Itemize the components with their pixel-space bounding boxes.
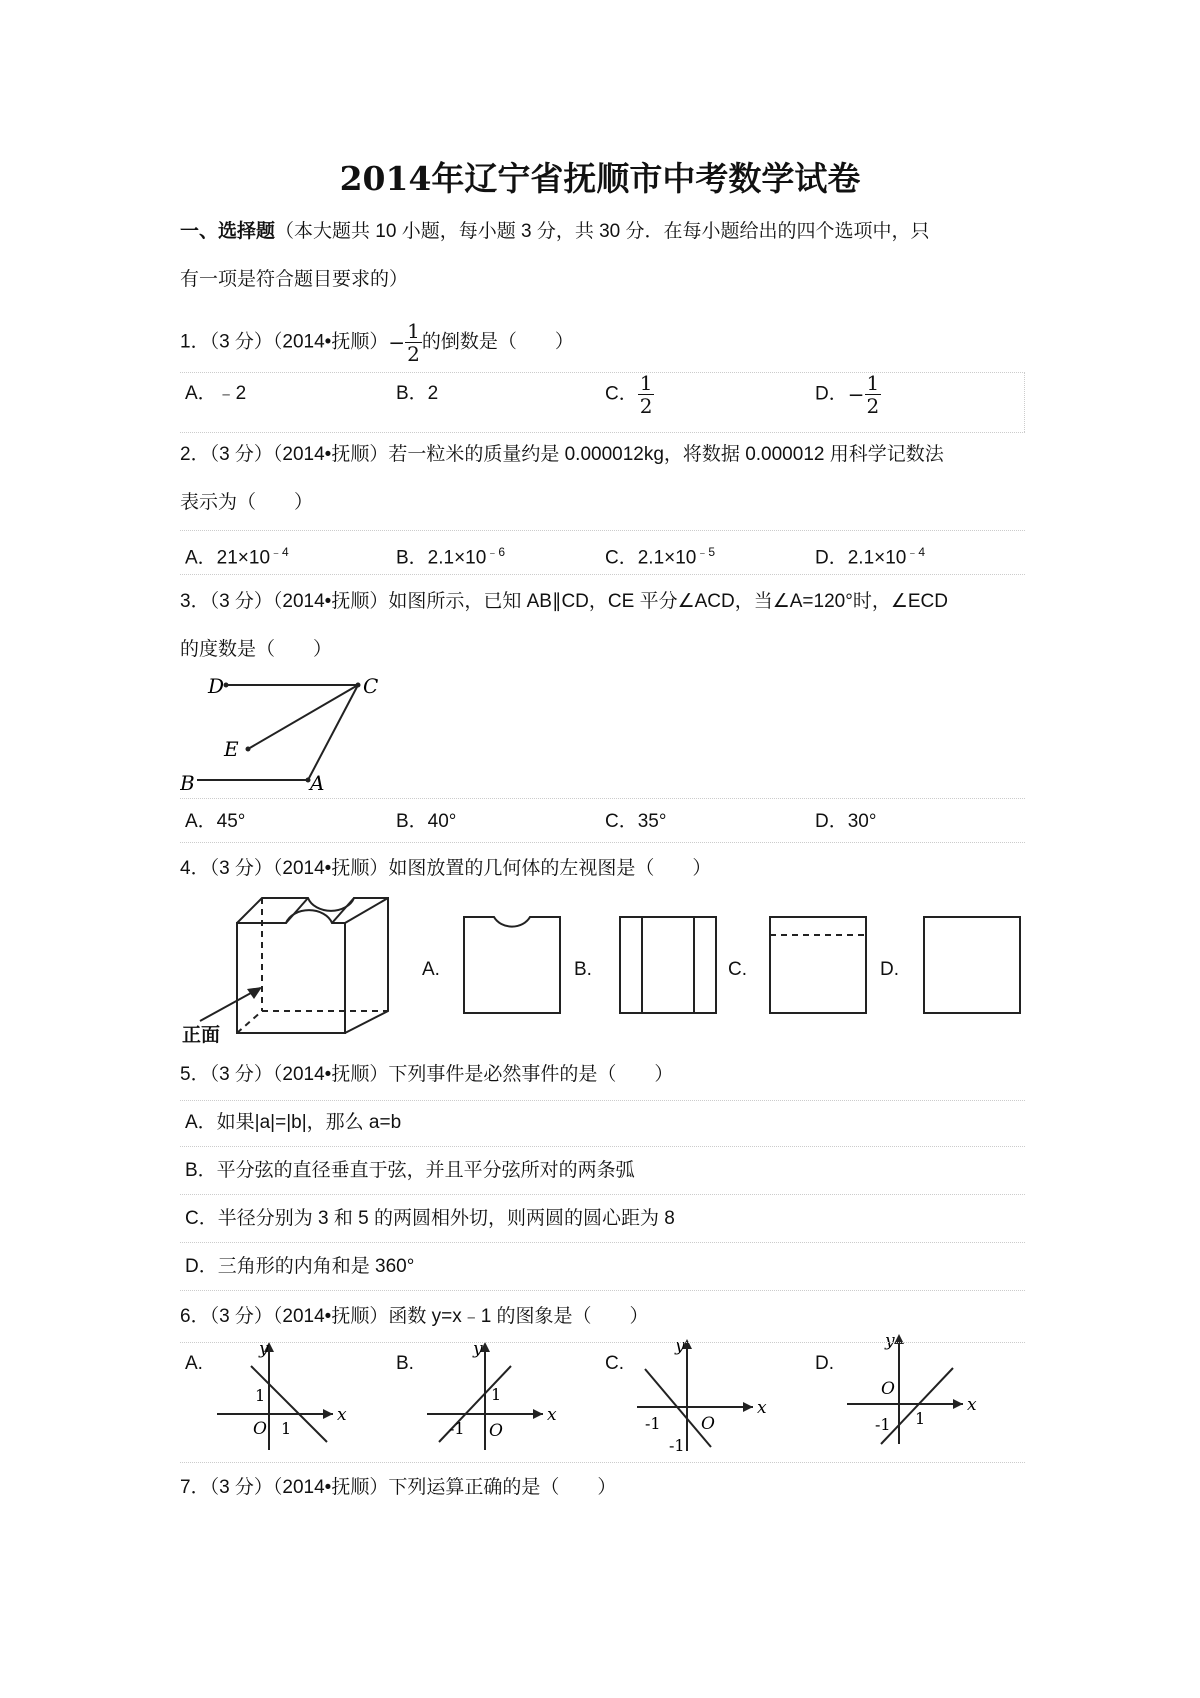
- q4-option-a: A.: [422, 959, 440, 980]
- x-arrow: [533, 1409, 543, 1419]
- q5-option-d: D．三角形的内角和是 360°: [185, 1256, 415, 1277]
- x-intercept-label: -1: [645, 1414, 661, 1433]
- question-1: [180, 320, 574, 365]
- divider: [180, 432, 1025, 433]
- x-arrow: [953, 1399, 963, 1409]
- divider: [180, 1290, 1025, 1291]
- q5-option-c: C．半径分别为 3 和 5 的两圆相外切，则两圆的圆心距为 8: [185, 1208, 675, 1229]
- q1-prefix: 1．（3 分）（2014•抚顺）: [180, 331, 389, 353]
- q4-option-b-view: [618, 915, 718, 1015]
- divider: [180, 1462, 1025, 1463]
- q1-frac-num: 1: [407, 319, 420, 343]
- y-intercept-label: 1: [255, 1386, 266, 1405]
- q1-fraction: [405, 320, 422, 365]
- q1-option-c: [605, 372, 654, 417]
- q1-option-d-frac: [865, 372, 882, 417]
- q1-frac-den: 2: [407, 342, 420, 366]
- y-intercept-label: -1: [875, 1415, 891, 1434]
- q6-option-d: D.: [815, 1353, 834, 1374]
- origin-label: O: [701, 1414, 715, 1434]
- divider: [180, 1342, 1025, 1343]
- q2-option-d: [815, 540, 925, 570]
- section-desc-1: （本大题共 10 小题，每小题 3 分，共 30 分．在每小题给出的四个选项中，只: [275, 221, 930, 242]
- q2-line-2: 表示为（ ）: [180, 492, 314, 513]
- q2-option-d-exp: ﹣4: [906, 545, 926, 559]
- x-label: x: [757, 1398, 767, 1418]
- q2-option-c-exp: ﹣5: [696, 545, 716, 559]
- q6-option-b: B.: [396, 1353, 414, 1374]
- view-outline: [620, 917, 716, 1013]
- q2-option-c: [605, 540, 715, 570]
- q4-option-a-view: [462, 915, 562, 1015]
- y-label: y: [259, 1339, 269, 1359]
- divider: [180, 530, 1025, 531]
- origin-label: O: [881, 1379, 895, 1399]
- origin-label: O: [489, 1421, 503, 1441]
- q7-line-1: 7．（3 分）（2014•抚顺）下列运算正确的是（ ）: [180, 1477, 617, 1498]
- q1-option-c-den: 2: [639, 394, 653, 418]
- label-a: A: [310, 771, 325, 794]
- q3-figure: [180, 668, 400, 794]
- y-label: y: [473, 1339, 483, 1359]
- label-e: E: [224, 737, 239, 761]
- q2-option-a: [185, 540, 289, 570]
- q5-line-1: 5．（3 分）（2014•抚顺）下列事件是必然事件的是（ ）: [180, 1064, 674, 1085]
- q4-option-c: C.: [728, 959, 747, 980]
- origin-label: O: [253, 1419, 267, 1439]
- q1-option-d: [815, 372, 881, 417]
- x-label: x: [967, 1395, 977, 1415]
- label-c: C: [363, 674, 379, 698]
- section-desc-2: 有一项是符合题目要求的）: [180, 269, 409, 290]
- label-b: B: [180, 771, 195, 794]
- solid-back-edges: [237, 898, 388, 1033]
- q2-option-a-base: A．21×10: [185, 547, 271, 569]
- q2-option-a-exp: ﹣4: [270, 545, 289, 559]
- view-outline: [464, 917, 560, 1013]
- q4-option-d-view: [922, 915, 1022, 1015]
- q2-option-b-exp: ﹣6: [486, 545, 506, 559]
- x-arrow: [743, 1402, 753, 1412]
- divider: [180, 1242, 1025, 1243]
- q6-option-c: C.: [605, 1353, 624, 1374]
- y-label: y: [885, 1331, 895, 1351]
- label-d: D: [208, 674, 225, 698]
- q6-line-1: 6．（3 分）（2014•抚顺）函数 y=x﹣1 的图象是（ ）: [180, 1306, 649, 1327]
- q3-option-c: C．35°: [605, 811, 667, 832]
- q1-option-d-num: 1: [866, 371, 880, 395]
- q1-option-c-frac: [638, 372, 655, 417]
- x-intercept-label: 1: [915, 1409, 926, 1428]
- q4-option-d: D.: [880, 959, 899, 980]
- q3-option-a: A．45°: [185, 811, 246, 832]
- x-intercept-label: 1: [281, 1419, 292, 1438]
- q3-option-b: B．40°: [396, 811, 457, 832]
- q3-line-2: 的度数是（ ）: [180, 639, 333, 660]
- q4-option-b: B.: [574, 959, 592, 980]
- x-arrow: [323, 1409, 333, 1419]
- q1-suffix: 的倒数是（ ）: [421, 331, 574, 353]
- page-title: 2014年辽宁省抚顺市中考数学试卷: [339, 159, 861, 198]
- q1-option-d-den: 2: [866, 394, 880, 418]
- x-label: x: [547, 1405, 557, 1425]
- divider: [1024, 372, 1025, 432]
- point-d: [224, 683, 229, 688]
- q1-option-a: A．﹣2: [185, 383, 247, 404]
- q2-option-c-base: C．2.1×10: [605, 547, 697, 569]
- q5-option-b: B．平分弦的直径垂直于弦，并且平分弦所对的两条弧: [185, 1160, 635, 1181]
- divider: [180, 372, 1025, 373]
- q6-option-a-graph: [215, 1338, 350, 1453]
- point-e: [246, 747, 251, 752]
- section-heading: 一、选择题: [180, 221, 276, 242]
- solid-front-face: [237, 910, 345, 1033]
- q3-line-1: 3．（3 分）（2014•抚顺）如图所示，已知 AB∥CD，CE 平分∠ACD，当∠A=120°时，∠ECD: [180, 591, 948, 612]
- front-label: 正面: [182, 1025, 221, 1046]
- q1-option-d-sign: −: [847, 382, 865, 407]
- q3-option-d: D．30°: [815, 811, 877, 832]
- q2-option-b: [396, 540, 505, 570]
- q4-line-1: 4．（3 分）（2014•抚顺）如图放置的几何体的左视图是（ ）: [180, 858, 712, 879]
- q6-option-c-graph: [635, 1335, 770, 1455]
- hidden-edge: [237, 1011, 262, 1033]
- divider: [180, 1100, 1025, 1101]
- q1-option-b: B．2: [396, 383, 439, 404]
- y-intercept-label: 1: [491, 1385, 502, 1404]
- q1-option-d-label: D．: [815, 383, 848, 405]
- x-intercept-label: -1: [449, 1419, 465, 1438]
- view-outline: [770, 917, 866, 1013]
- divider: [180, 574, 1025, 575]
- section-heading-line: [180, 220, 930, 244]
- divider: [180, 1194, 1025, 1195]
- q2-line-1: 2．（3 分）（2014•抚顺）若一粒米的质量约是 0.000012kg，将数据 0.000012 用科学记数法: [180, 444, 944, 465]
- y-label: y: [675, 1336, 685, 1356]
- q1-option-c-num: 1: [639, 371, 653, 395]
- q5-option-a: A．如果|a|=|b|，那么 a=b: [185, 1112, 402, 1133]
- point-c: [356, 683, 361, 688]
- q2-option-b-base: B．2.1×10: [396, 547, 487, 569]
- q6-option-d-graph: [845, 1328, 980, 1448]
- q2-option-d-base: D．2.1×10: [815, 547, 907, 569]
- q6-option-b-graph: [425, 1338, 560, 1453]
- q1-option-c-label: C．: [605, 383, 638, 405]
- divider: [180, 842, 1025, 843]
- view-outline: [924, 917, 1020, 1013]
- x-label: x: [337, 1405, 347, 1425]
- q1-frac-sign: −: [388, 330, 406, 355]
- y-intercept-label: -1: [669, 1436, 685, 1455]
- divider: [180, 1146, 1025, 1147]
- q4-option-c-view: [768, 915, 868, 1015]
- q6-option-a: A.: [185, 1353, 203, 1374]
- divider: [180, 798, 1025, 799]
